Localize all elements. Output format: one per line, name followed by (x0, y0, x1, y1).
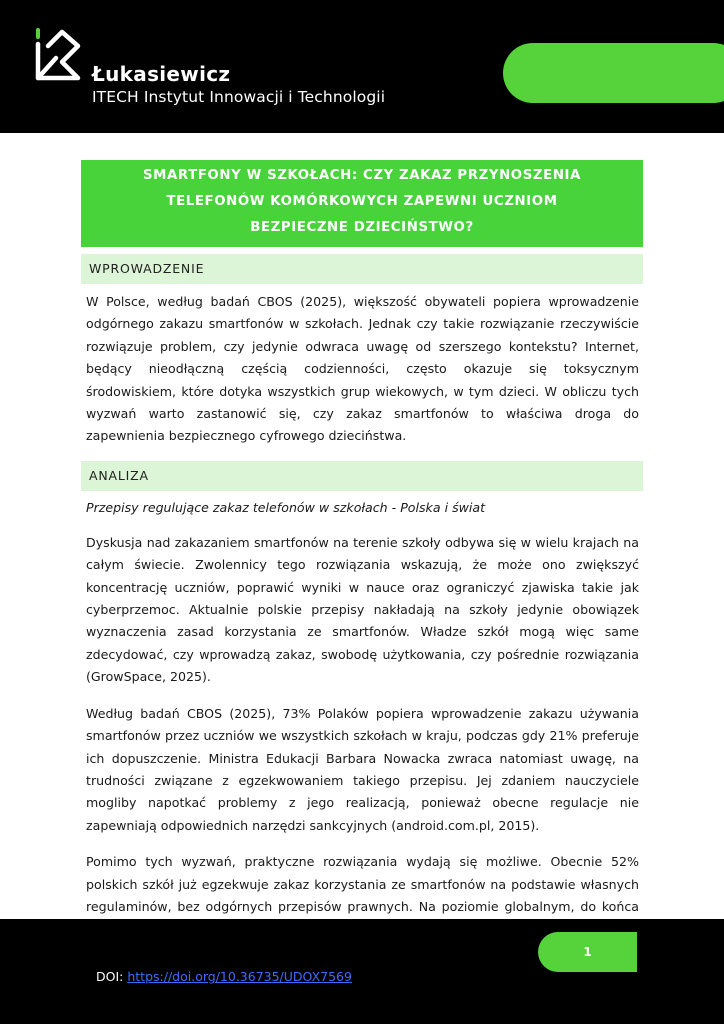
document-title (81, 160, 643, 247)
title-line-3: BEZPIECZNE DZIECIŃSTWO? (250, 220, 474, 235)
doi-line (96, 969, 352, 984)
title-line-2: TELEFONÓW KOMÓRKOWYCH ZAPEWNI UCZNIOM (166, 194, 558, 209)
analysis-subheading: Przepisy regulujące zakaz telefonów w szkołach - Polska i świat (86, 499, 486, 515)
doi-label: DOI: (96, 969, 124, 984)
title-line-1: SMARTFONY W SZKOŁACH: CZY ZAKAZ PRZYNOSZENIA (143, 168, 581, 183)
page-number: 1 (538, 932, 637, 972)
analysis-paragraph-3: Pomimo tych wyzwań, praktyczne rozwiązania wydają się możliwe. Obecnie 52% polskich szkół już egzekwuje zakaz korzystania ze smartfonów na podstawie własnych regulaminów, bez odgórnych przepisów prawnych. Na poziomie globalnym, do końca (86, 854, 639, 914)
document-body (81, 160, 643, 963)
brand-subtitle: ITECH Instytut Innowacji i Technologii (92, 88, 386, 106)
intro-paragraph: W Polsce, według badań CBOS (2025), większość obywateli popiera wprowadzenie odgórnego zakazu smartfonów w szkołach. Jednak czy takie rozwiązanie rzeczywiście rozwiązuje problem, czy jedynie odwraca uwagę od szerszego kontekstu? Internet, będący nieodłączną częścią codzienności, często okazuje się toksycznym środowiskiem, które dotyka wszystkich grup wiekowych, w tym dzieci. W obliczu tych wyzwań warto zastanowić się, czy zakaz smartfonów to właściwa droga do zapewnienia bezpiecznego cyfrowego dzieciństwa. (86, 294, 639, 444)
section-heading-analysis: ANALIZA (81, 461, 643, 491)
analysis-paragraph-1: Dyskusja nad zakazaniem smartfonów na terenie szkoły odbywa się w wielu krajach na całym świecie. Zwolennicy tego rozwiązania wskazują, że może ono zwiększyć koncentrację uczniów, poprawić wyniki w nauce oraz ograniczyć zjawiska takie jak cyberprzemoc. Aktualnie polskie przepisy nakładają na szkoły jedynie obowiązek wyznaczenia zasad korzystania ze smartfonów. Władze szkół mogą więc same zdecydować, czy wprowadzą zakaz, swobodę użytkowania, czy pośrednie rozwiązania (GrowSpace, 2025). (86, 534, 639, 685)
analysis-paragraph-2: Według badań CBOS (2025), 73% Polaków popiera wprowadzenie zakazu używania smartfonów przez uczniów we wszystkich szkołach w kraju, podczas gdy 21% preferuje ich dopuszczenie. Ministra Edukacji Barbara Nowacka zwraca natomiast uwagę, na trudności związane z egzekwowaniem takiego przepisu. Jej zdaniem nauczyciele mogliby napotkać problemy z jego realizacją, ponieważ obecne regulacje nie zapewniają odpowiednich narzędzi sankcyjnych (android.com.pl, 2015). (86, 705, 639, 833)
doi-link[interactable]: https://doi.org/10.36735/UDOX7569 (127, 969, 352, 984)
brand-name: Łukasiewicz (92, 62, 231, 86)
header-accent-pill (503, 43, 724, 103)
lukasiewicz-logo-icon (34, 28, 82, 86)
section-heading-intro: WPROWADZENIE (81, 254, 643, 284)
